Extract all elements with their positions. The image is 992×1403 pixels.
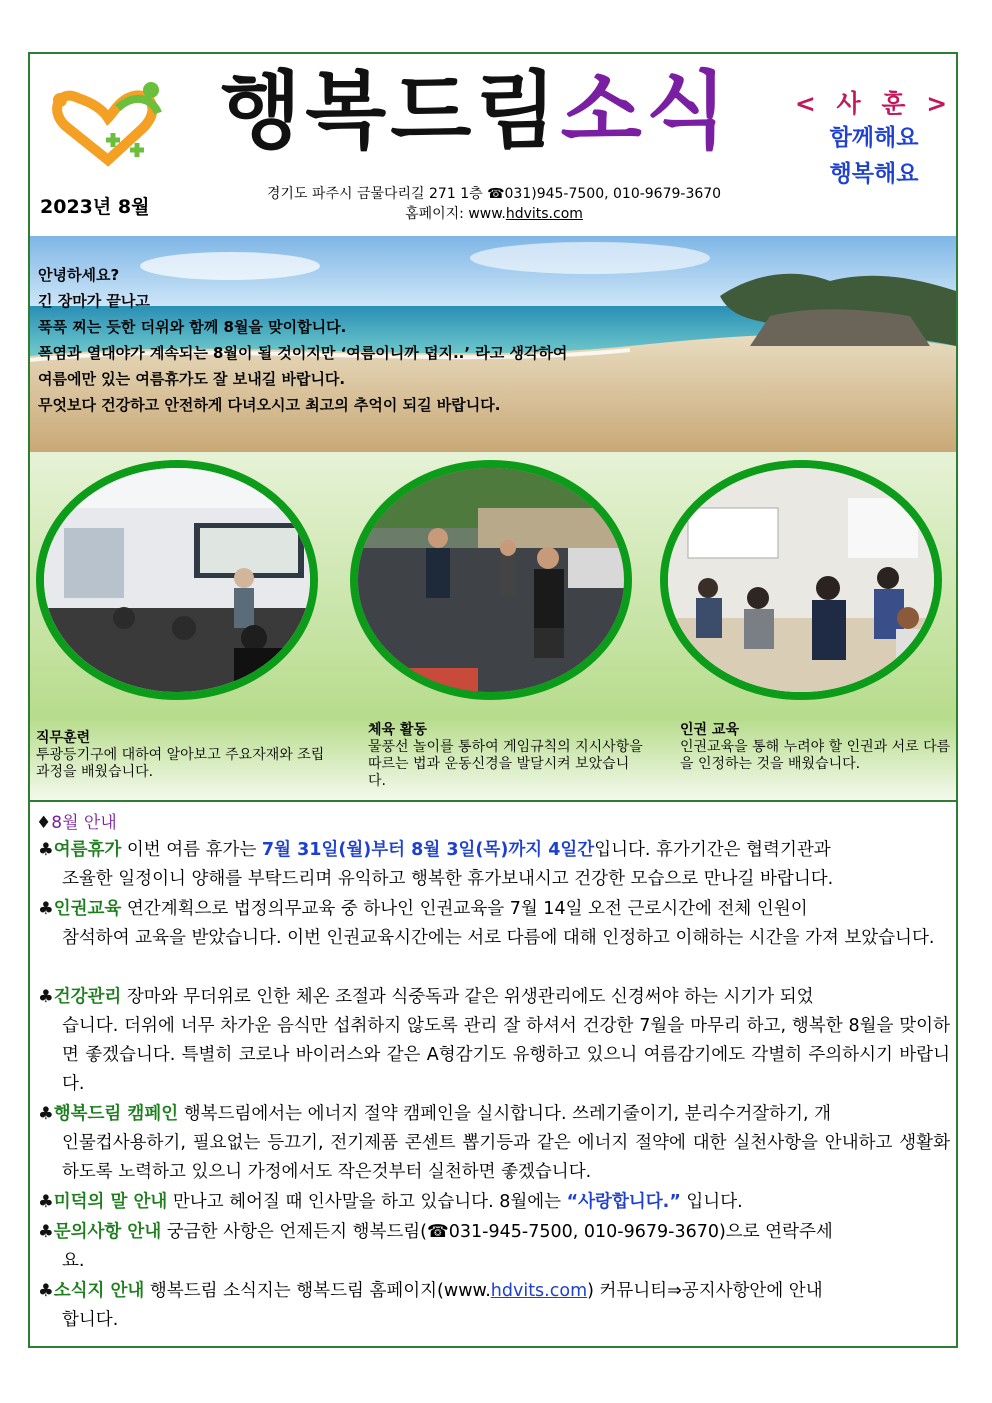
section-title: ♦8월 안내 (36, 813, 117, 833)
greeting-line: 여름에만 있는 여름휴가도 잘 보내길 바랍니다. (38, 370, 346, 388)
notice-inquiry: ♣문의사항 안내 궁금한 사항은 언제든지 행복드림(☎031-945-7500, 010-9679-3670)으로 연락주세 요. (38, 1222, 833, 1271)
club-icon: ♣ (38, 1192, 54, 1212)
club-icon: ♣ (38, 1222, 54, 1242)
notice-vacation: ♣여름휴가 이번 여름 휴가는 7월 31일(월)부터 8월 3일(목)까지 4일간입니다. 휴가기간은 협력기관과 조율한 일정이니 양해를 부탁드리며 유익하고 행복한 휴가보내시고 건강한 모습으로 만나길 바랍니다. (38, 840, 834, 889)
greeting-line: 긴 장마가 끝나고 (38, 292, 150, 310)
caption-sports-activity (368, 722, 644, 790)
caption-title: 직무훈련 (36, 730, 91, 746)
diamond-icon: ♦ (36, 813, 52, 833)
club-icon: ♣ (38, 987, 54, 1007)
club-icon: ♣ (38, 1104, 54, 1124)
motto (790, 84, 958, 192)
notice-virtue-words: ♣미덕의 말 안내 만나고 헤어질 때 인사말을 하고 있습니다. 8월에는 “사랑합니다.” 입니다. (38, 1192, 743, 1212)
caption-job-training (36, 722, 332, 781)
motto-line-2: 행복해요 (829, 161, 919, 187)
newsletter-title: 행복드림소식 (220, 62, 731, 160)
greeting-line: 안녕하세요? (38, 266, 120, 284)
logo-icon (48, 68, 178, 168)
notice-health: ♣건강관리 장마와 무더위로 인한 체온 조절과 식중독과 같은 위생관리에도 신경써야 하는 시기가 되었 습니다. 더위에 너무 차가운 음식만 섭취하지 않도록 관리 잘 하셔서 건강한 7월을 마무리 하고, 행복한 8월을 맞이하면 좋겠습니다. 특별히 코로나 바이러스와 같은 A형감기도 유행하고 있으니 여름감기에도 각별히 주의하시기 바랍니다. (38, 987, 950, 1094)
greeting-text (38, 262, 567, 418)
homepage-link[interactable]: hdvits.com (490, 1281, 588, 1301)
greeting-line: 무엇보다 건강하고 안전하게 다녀오시고 최고의 추억이 되길 바랍니다. (38, 396, 501, 414)
photo-strip (30, 452, 956, 718)
photo-captions (30, 718, 956, 802)
header (30, 54, 956, 238)
club-icon: ♣ (38, 899, 54, 919)
notice-rights-education: ♣인권교육 연간계획으로 법정의무교육 중 하나인 인권교육을 7월 14일 오전 근로시간에 전체 인원이 참석하여 교육을 받았습니다. 이번 인권교육시간에는 서로 다름에 대해 인정하고 이해하는 시간을 가져 보았습니다. (38, 899, 935, 948)
club-icon: ♣ (38, 840, 54, 860)
caption-text: 투광등기구에 대하여 알아보고 주요자재와 조립과정을 배웠습니다. (36, 747, 325, 780)
caption-text: 인권교육을 통해 누려야 할 인권과 서로 다름을 인정하는 것을 배웠습니다. (680, 739, 951, 772)
photo-sports-activity (350, 460, 632, 700)
motto-line-1: 함께해요 (829, 125, 919, 151)
caption-human-rights-education (680, 722, 952, 773)
greeting-line: 푹푹 찌는 듯한 더위와 함께 8월을 맞이합니다. (38, 318, 347, 336)
homepage-link[interactable]: hdvits.com (505, 206, 583, 222)
club-icon: ♣ (38, 1281, 54, 1301)
greeting-line: 폭염과 열대야가 계속되는 8월이 될 것이지만 ‘여름이니까 덥지..’ 라고 생각하여 (38, 344, 568, 362)
notice-newsletter: ♣소식지 안내 행복드림 소식지는 행복드림 홈페이지(www.hdvits.com) 커뮤니티⇒공지사항안에 안내 합니다. (38, 1281, 823, 1330)
notice-campaign: ♣행복드림 캠페인 행복드림에서는 에너지 절약 캠페인을 실시합니다. 쓰레기줄이기, 분리수거잘하기, 개 인물컵사용하기, 필요없는 등끄기, 전기제품 콘센트 뽑기등과 같은 에너지 절약에 대한 실천사항을 안내하고 생활화하도록 노력하고 있으니 가정에서도 작은것부터 실천하면 좋겠습니다. (38, 1104, 950, 1182)
beach-banner (30, 236, 956, 454)
caption-title: 인권 교육 (680, 722, 739, 738)
address: 경기도 파주시 금물다리길 271 1층 ☎031)945-7500, 010-9679-3670 (266, 186, 722, 202)
photo-human-rights-education (660, 460, 942, 700)
caption-text: 물풍선 놀이를 통하여 게임규칙의 지시사항을 따르는 법과 운동신경을 발달시켜 보았습니다. (368, 739, 643, 789)
issue-date: 2023년 8월 (40, 196, 150, 218)
address-block (214, 184, 774, 224)
photo-job-training (36, 460, 318, 700)
newsletter-frame (28, 52, 958, 1348)
homepage-label: 홈페이지: www. (405, 206, 506, 222)
caption-title: 체육 활동 (368, 722, 427, 738)
motto-title: < 사 훈 > (794, 89, 954, 118)
